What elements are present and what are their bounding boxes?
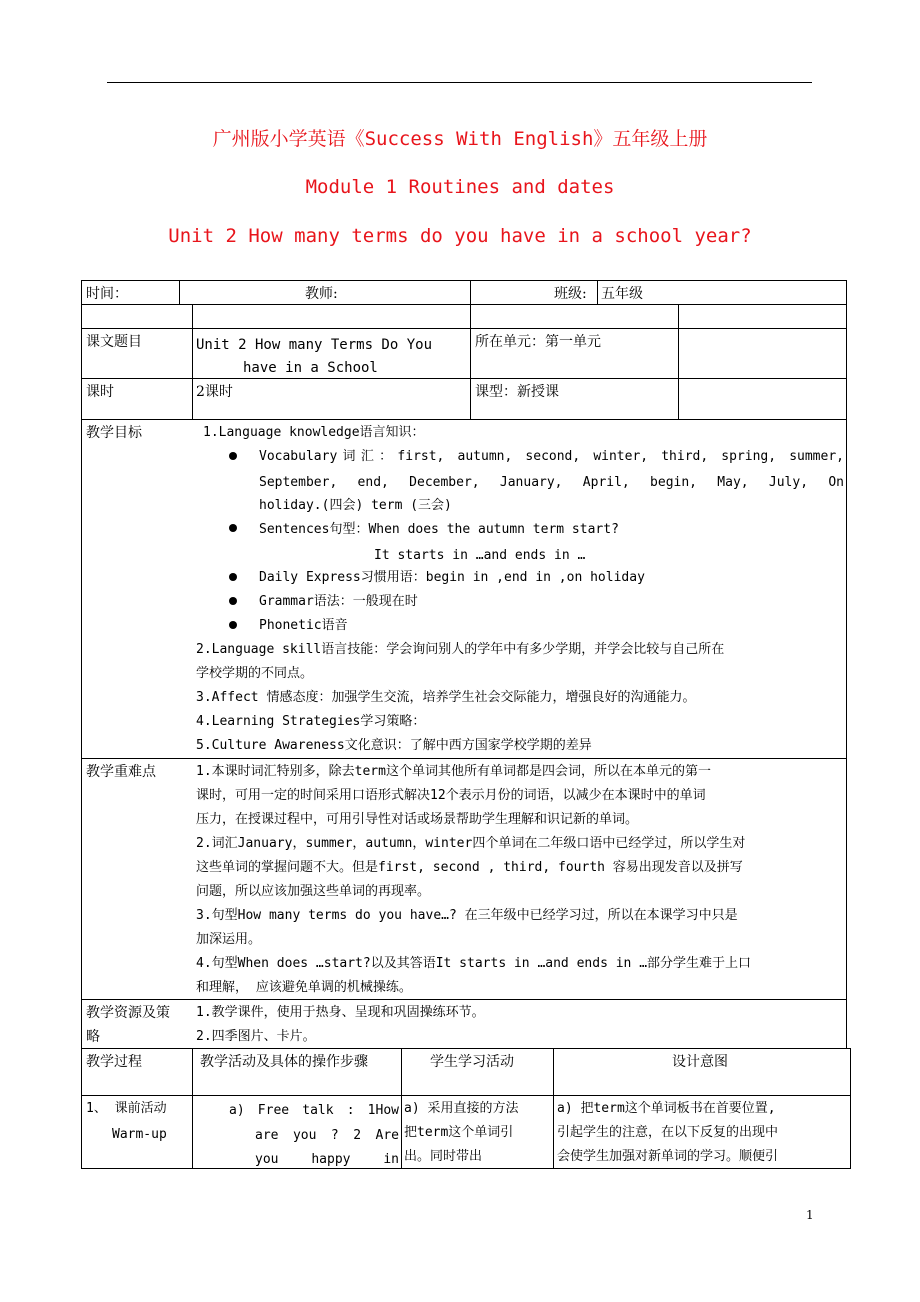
class-label: 班级:	[554, 286, 587, 302]
process-label: 教学过程	[86, 1054, 142, 1070]
key-point-4-line-2: 和理解， 应该避免单调的机械操练。	[196, 980, 412, 995]
topic-line-1: Unit 2 How many Terms Do You	[196, 337, 433, 353]
bullet-icon	[229, 573, 237, 581]
sentences-line-2: It starts in …and ends in …	[374, 548, 586, 563]
key-point-1-line-3: 压力，在授课过程中，可用引导性对话或场景帮助学生理解和识记新的单词。	[196, 812, 639, 827]
objective-5: 5.Culture Awareness文化意识：了解中西方国家学校学期的差异	[196, 738, 592, 753]
objective-2-line-1: 2.Language skill语言技能：学会询问别人的学年中有多少学期，并学会比较与自己所在	[196, 642, 725, 657]
topic-label: 课文题目	[86, 334, 142, 350]
class-value: 五年级	[601, 286, 643, 302]
process-col-intent-header: 设计意图	[672, 1054, 728, 1070]
page-number: 1	[806, 1208, 814, 1222]
student-activity-line-2: 把term这个单词引	[404, 1125, 514, 1140]
process-col-teacher-header: 教学活动及具体的操作步骤	[200, 1054, 368, 1070]
key-point-3-line-2: 加深运用。	[196, 932, 262, 947]
student-activity-line-1: a) 采用直接的方法	[404, 1101, 519, 1116]
resources-line-1: 1.教学课件，使用于热身、呈现和巩固操练环节。	[196, 1005, 485, 1020]
vocabulary-line-2: September, end, December, January, April, begin, May, July, On	[259, 475, 844, 490]
document-title: 广州版小学英语《Success With English》五年级上册	[212, 128, 708, 150]
objective-3: 3.Affect 情感态度：加强学生交流，培养学生社会交际能力，增强良好的沟通能力。	[196, 690, 696, 705]
objective-2-line-2: 学校学期的不同点。	[196, 666, 314, 681]
bullet-icon	[229, 524, 237, 532]
sentences-line-1: Sentences句型：When does the autumn term start?	[259, 522, 619, 537]
key-point-2-line-3: 问题，所以应该加强这些单词的再现率。	[196, 884, 431, 899]
unit-title: Unit 2 How many terms do you have in a school year?	[168, 225, 752, 247]
topic-line-2: have in a School	[243, 360, 378, 376]
header-rule	[107, 82, 812, 83]
objective-1: 1.Language knowledge语言知识：	[203, 425, 425, 440]
activity-step-line-1: 1、 课前活动	[86, 1101, 167, 1116]
intent-line-1: a) 把term这个单词板书在首要位置,	[557, 1101, 776, 1116]
daily-express: Daily Express习惯用语：begin in ,end in ,on holiday	[259, 570, 645, 585]
key-point-2-line-2: 这些单词的掌握问题不大。但是first, second , third, fourth 容易出现发音以及拼写	[196, 860, 743, 875]
period-label: 课时	[86, 384, 114, 400]
key-points-label: 教学重难点	[86, 764, 156, 780]
resources-label-line-2: 略	[86, 1029, 100, 1045]
key-point-1-line-2: 课时，可用一定的时间采用口语形式解决12个表示月份的词语，以减少在本课时中的单词	[196, 788, 706, 803]
key-point-3-line-1: 3.句型How many terms do you have…? 在三年级中已经学习过，所以在本课学习中只是	[196, 908, 738, 923]
bullet-icon	[229, 452, 237, 460]
intent-line-2: 引起学生的注意，在以下反复的出现中	[557, 1125, 779, 1140]
teacher-activity-line-1: a) Free talk : 1How	[229, 1103, 399, 1118]
bullet-icon	[229, 621, 237, 629]
intent-line-3: 会使学生加强对新单词的学习。顺便引	[557, 1149, 779, 1164]
time-label: 时间：	[86, 286, 128, 302]
vocabulary-line-1: Vocabulary词汇：first, autumn, second, winter, third, spring, summer,	[259, 449, 844, 464]
lesson-type: 课型：新授课	[475, 384, 559, 400]
module-title: Module 1 Routines and dates	[305, 176, 615, 198]
teacher-activity-line-3: you happy in	[255, 1152, 399, 1167]
objectives-label: 教学目标	[86, 425, 142, 441]
key-point-4-line-1: 4.句型When does …start?以及其答语It starts in …and ends in …部分学生难于上口	[196, 956, 752, 971]
grammar: Grammar语法：一般现在时	[259, 594, 418, 609]
teacher-activity-line-2: are you ? 2 Are	[255, 1128, 399, 1143]
resources-line-2: 2.四季图片、卡片。	[196, 1029, 316, 1044]
vocabulary-line-3: holiday.(四会) term (三会)	[259, 498, 452, 513]
key-point-2-line-1: 2.词汇January，summer，autumn，winter四个单词在二年级口语中已经学过，所以学生对	[196, 836, 746, 851]
unit-label: 所在单元：第一单元	[475, 334, 601, 350]
student-activity-line-3: 出。同时带出	[404, 1149, 483, 1164]
resources-label-line-1: 教学资源及策	[86, 1005, 170, 1021]
key-point-1-line-1: 1.本课时词汇特别多，除去term这个单词其他所有单词都是四会词，所以在本单元的第一	[196, 764, 711, 779]
phonetic: Phonetic语音	[259, 618, 348, 633]
bullet-icon	[229, 597, 237, 605]
activity-step-line-2: Warm-up	[112, 1127, 167, 1142]
period-value: 2课时	[196, 384, 233, 400]
process-col-student-header: 学生学习活动	[430, 1054, 514, 1070]
objective-4: 4.Learning Strategies学习策略：	[196, 714, 426, 729]
teacher-label: 教师:	[305, 286, 338, 302]
